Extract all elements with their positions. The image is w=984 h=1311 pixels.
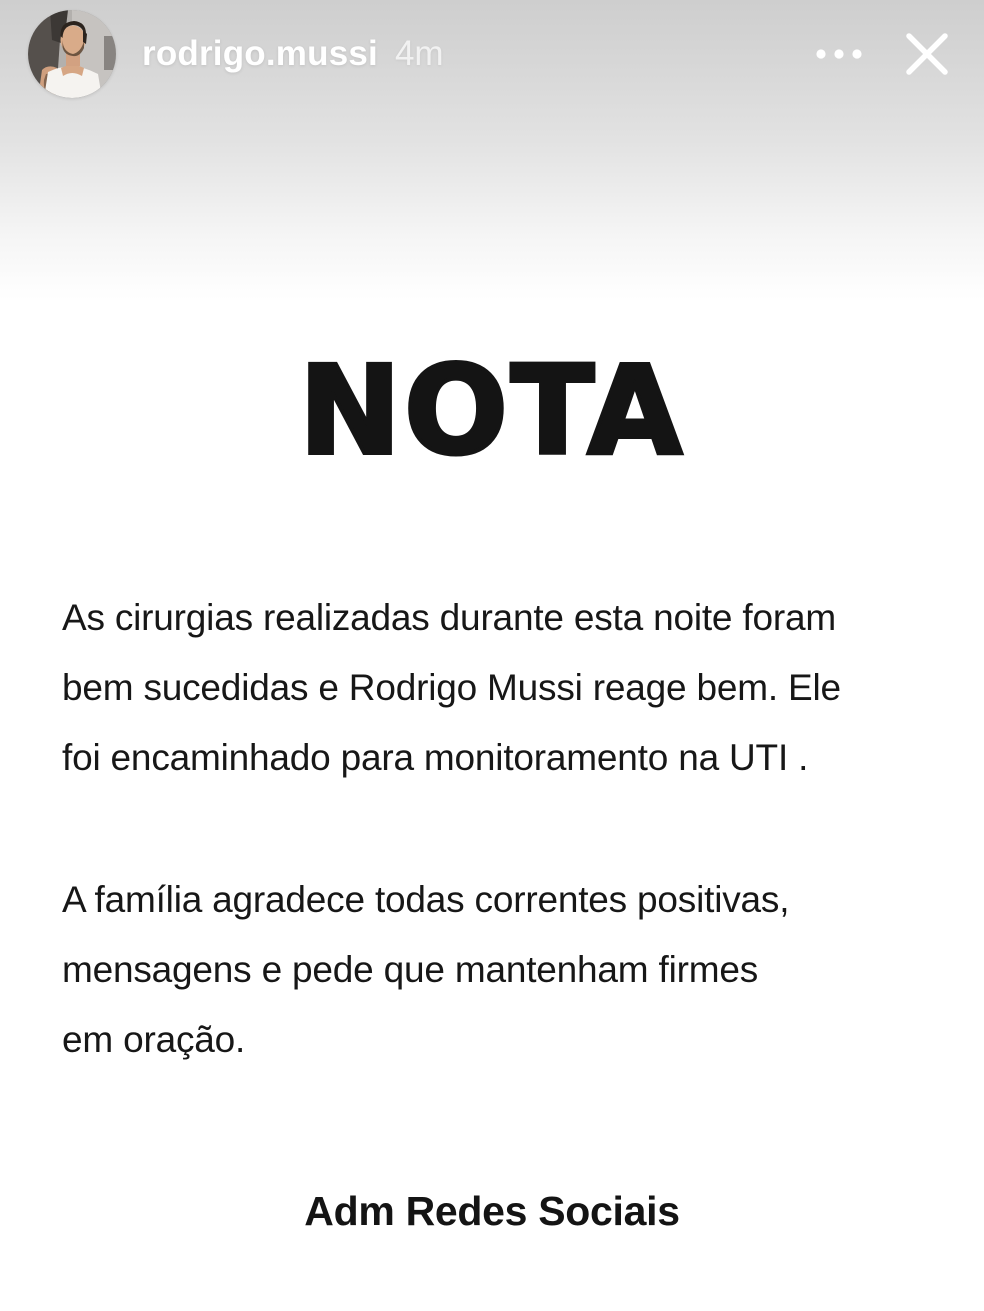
note-paragraph-2 xyxy=(62,865,954,1075)
paragraph-line: mensagens e pede que mantenham firmes xyxy=(62,949,759,990)
username[interactable]: rodrigo.mussi xyxy=(142,34,378,73)
note-signature: Adm Redes Sociais xyxy=(304,1188,680,1234)
header-actions xyxy=(808,23,958,85)
more-options-button[interactable] xyxy=(808,23,870,85)
paragraph-line: As cirurgias realizadas durante esta noite foram xyxy=(62,597,836,638)
avatar-image xyxy=(28,10,116,98)
note-title: NOTA xyxy=(299,340,685,482)
story-timestamp: 4m xyxy=(394,34,444,73)
paragraph-line: em oração. xyxy=(62,1019,246,1060)
paragraph-line: foi encaminhado para monitoramento na UTI . xyxy=(62,737,809,778)
more-options-icon xyxy=(813,47,865,61)
paragraph-line: bem sucedidas e Rodrigo Mussi reage bem. Ele xyxy=(62,667,841,708)
note-paragraph-1 xyxy=(62,583,954,793)
close-button[interactable] xyxy=(896,23,958,85)
paragraph-line: A família agradece todas correntes positivas, xyxy=(62,879,790,920)
avatar[interactable] xyxy=(28,10,116,98)
close-icon xyxy=(898,25,956,83)
story-header xyxy=(0,0,984,108)
